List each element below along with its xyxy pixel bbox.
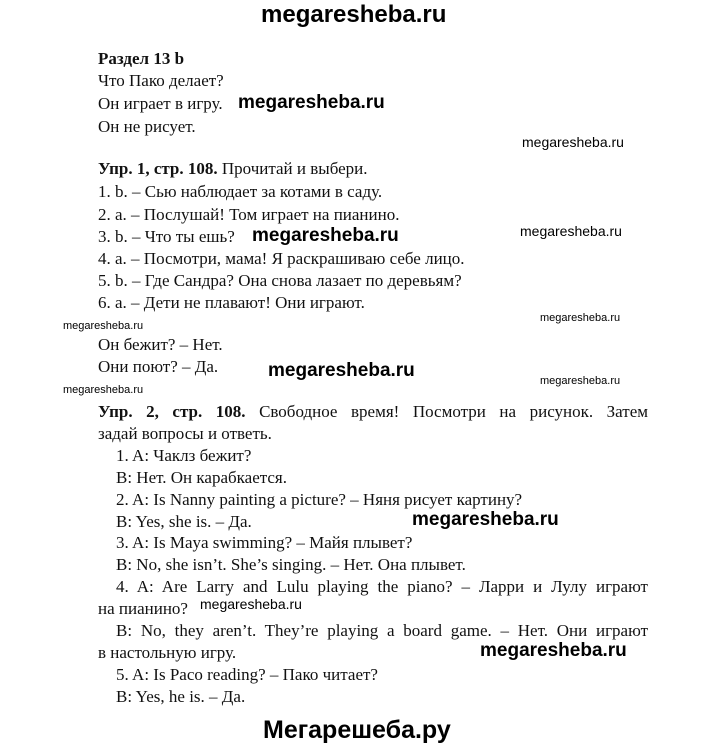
section-line: Что Пако делает? [98, 71, 224, 90]
watermark-top: megaresheba.ru [261, 1, 447, 28]
ex1-header [98, 158, 368, 180]
ex2-heading: Упр. 2, стр. 108. [98, 402, 246, 421]
ex2-instruction-cont: задай вопросы и ответь. [98, 424, 272, 443]
ex2-line: 3. A: Is Maya swimming? – Майя плывет? [116, 533, 413, 552]
ex1-item: 4. a. – Посмотри, мама! Я раскрашиваю себе лицо. [98, 249, 465, 268]
ex2-line: на пианино? [98, 599, 188, 618]
watermark: megaresheba.ru [480, 640, 627, 661]
watermark: megaresheba.ru [412, 509, 559, 530]
watermark: megaresheba.ru [63, 320, 144, 332]
watermark: megaresheba.ru [540, 312, 621, 324]
ex1-extra: Они поют? – Да. [98, 357, 219, 376]
section-title: Раздел 13 b [98, 49, 185, 68]
ex2-line: B: Нет. Он карабкается. [116, 468, 287, 487]
ex2-line: в настольную игру. [98, 643, 237, 662]
ex1-heading: Упр. 1, стр. 108. [98, 159, 218, 178]
ex2-line: 2. A: Is Nanny painting a picture? – Няня рисует картину? [116, 490, 523, 509]
ex1-extra: Он бежит? – Нет. [98, 335, 223, 354]
watermark: megaresheba.ru [252, 225, 399, 246]
watermark: megaresheba.ru [238, 92, 385, 113]
ex2-instruction: Свободное время! Посмотри на рисунок. Затем [259, 402, 649, 421]
ex2-line: B: Yes, she is. – Да. [116, 512, 252, 531]
ex2-header [98, 401, 648, 423]
watermark: megaresheba.ru [522, 134, 624, 150]
watermark: megaresheba.ru [200, 596, 302, 612]
ex2-line: 4. A: Are Larry and Lulu playing the piano? – Ларри и Лулу играют [116, 577, 648, 596]
ex2-line: 5. A: Is Paco reading? – Пако читает? [116, 665, 378, 684]
ex1-item: 1. b. – Сью наблюдает за котами в саду. [98, 182, 383, 201]
ex2-line: 1. A: Чаклз бежит? [116, 446, 252, 465]
ex2-line: B: No, she isn’t. She’s singing. – Нет. Она плывет. [116, 555, 466, 574]
ex1-item: 3. b. – Что ты ешь? [98, 227, 235, 246]
ex2-line: B: No, they aren’t. They’re playing a board game. – Нет. Они играют [116, 621, 648, 640]
ex1-instruction: Прочитай и выбери. [221, 159, 368, 178]
watermark: megaresheba.ru [63, 384, 144, 396]
watermark-bottom: Мегарешеба.ру [263, 716, 451, 744]
watermark: megaresheba.ru [268, 360, 415, 381]
section-line: Он играет в игру. [98, 94, 223, 113]
section-line: Он не рисует. [98, 117, 196, 136]
ex1-item: 5. b. – Где Сандра? Она снова лазает по деревьям? [98, 271, 462, 290]
watermark: megaresheba.ru [540, 375, 621, 387]
ex1-item: 2. a. – Послушай! Том играет на пианино. [98, 205, 400, 224]
watermark: megaresheba.ru [520, 223, 622, 239]
ex2-line: B: Yes, he is. – Да. [116, 687, 246, 706]
ex1-item: 6. a. – Дети не плавают! Они играют. [98, 293, 365, 312]
